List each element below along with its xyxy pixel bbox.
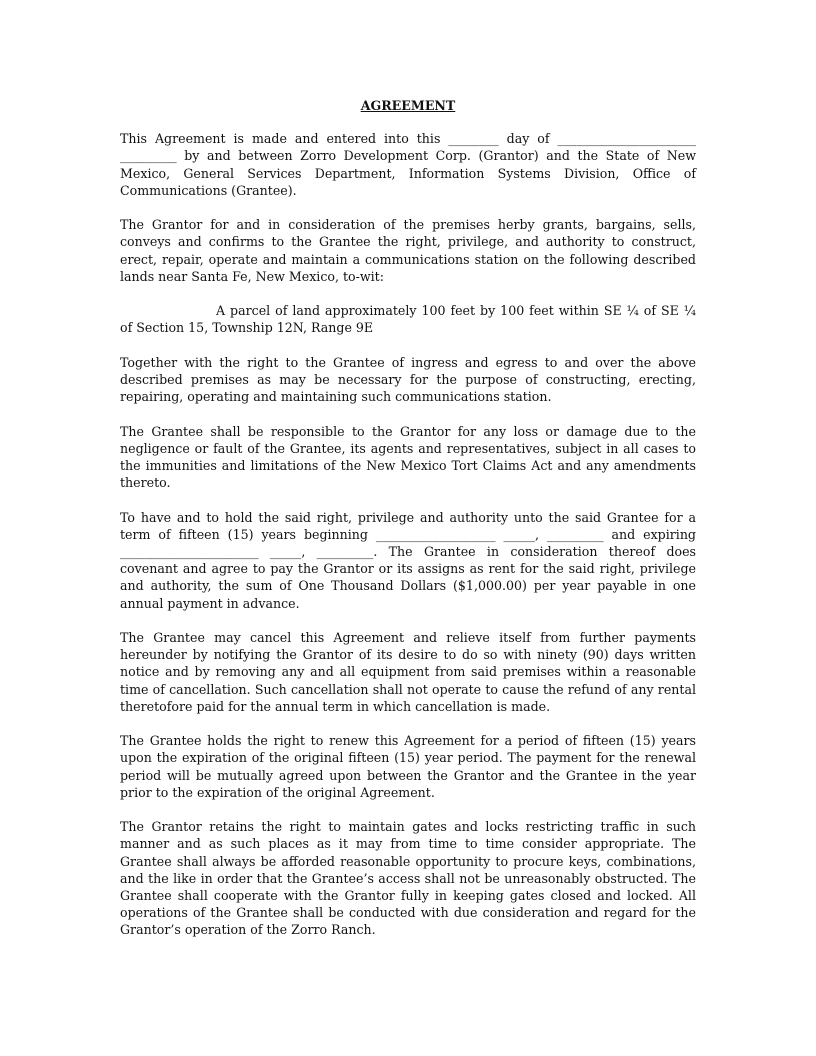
paragraph-term-and-rent: To have and to hold the said right, privilege and authority unto the said Grantee for a term of fifteen (15) years beginning ___________________ _____, _________ and expiring ______________________ _____, _________. The Grantee in consideration thereof does covenant and agree to pay the Grantor or its assigns as rent for the said right, privilege and authority, the sum of One Thousand Dollars ($1,000.00) per year payable in one annual payment in advance. — [120, 509, 696, 611]
paragraph-liability: The Grantee shall be responsible to the Grantor for any loss or damage due to the negligence or fault of the Grantee, its agents and representatives, subject in all cases to the immunities and limitations of the New Mexico Tort Claims Act and any amendments thereto. — [120, 423, 696, 491]
paragraph-ingress-egress: Together with the right to the Grantee of ingress and egress to and over the above described premises as may be necessary for the purpose of constructing, erecting, repairing, operating and maintaining such communications station. — [120, 354, 696, 405]
paragraph-gates-and-locks: The Grantor retains the right to maintain gates and locks restricting traffic in such manner and as such places as it may from time to time consider appropriate. The Grantee shall always be afforded reasonable opportunity to procure keys, combinations, and the like in order that the Grantee’s access shall not be unreasonably obstructed. The Grantee shall cooperate with the Grantor fully in keeping gates closed and locked. All operations of the Grantee shall be conducted with due consideration and regard for the Grantor’s operation of the Zorro Ranch. — [120, 819, 696, 938]
paragraph-parties: This Agreement is made and entered into this ________ day of ______________________ _________ by and between Zorro Development Corp. (Grantor) and the State of New Mexico, General Services Department, Information Systems Division, Office of Communications (Grantee). — [120, 131, 696, 198]
paragraph-grant: The Grantor for and in consideration of the premises herby grants, bargains, sells, conveys and confirms to the Grantee the right, privilege, and authority to construct, erect, repair, operate and maintain a communications station on the following described lands near Santa Fe, New Mexico, to-wit: — [120, 217, 696, 284]
agreement-page — [120, 97, 696, 956]
paragraph-land-description: A parcel of land approximately 100 feet by 100 feet within SE ¼ of SE ¼ of Section 15, Township 12N, Range 9E — [120, 303, 696, 336]
paragraph-renewal: The Grantee holds the right to renew this Agreement for a period of fifteen (15) years upon the expiration of the original fifteen (15) year period. The payment for the renewal period will be mutually agreed upon between the Grantor and the Grantee in the year prior to the expiration of the original Agreement. — [120, 733, 696, 800]
document-title: AGREEMENT — [360, 98, 456, 113]
paragraph-cancellation: The Grantee may cancel this Agreement and relieve itself from further payments hereunder by notifying the Grantor of its desire to do so with ninety (90) days written notice and by removing any and all equipment from said premises within a reasonable time of cancellation. Such cancellation shall not operate to cause the refund of any rental theretofore paid for the annual term in which cancellation is made. — [120, 630, 696, 714]
